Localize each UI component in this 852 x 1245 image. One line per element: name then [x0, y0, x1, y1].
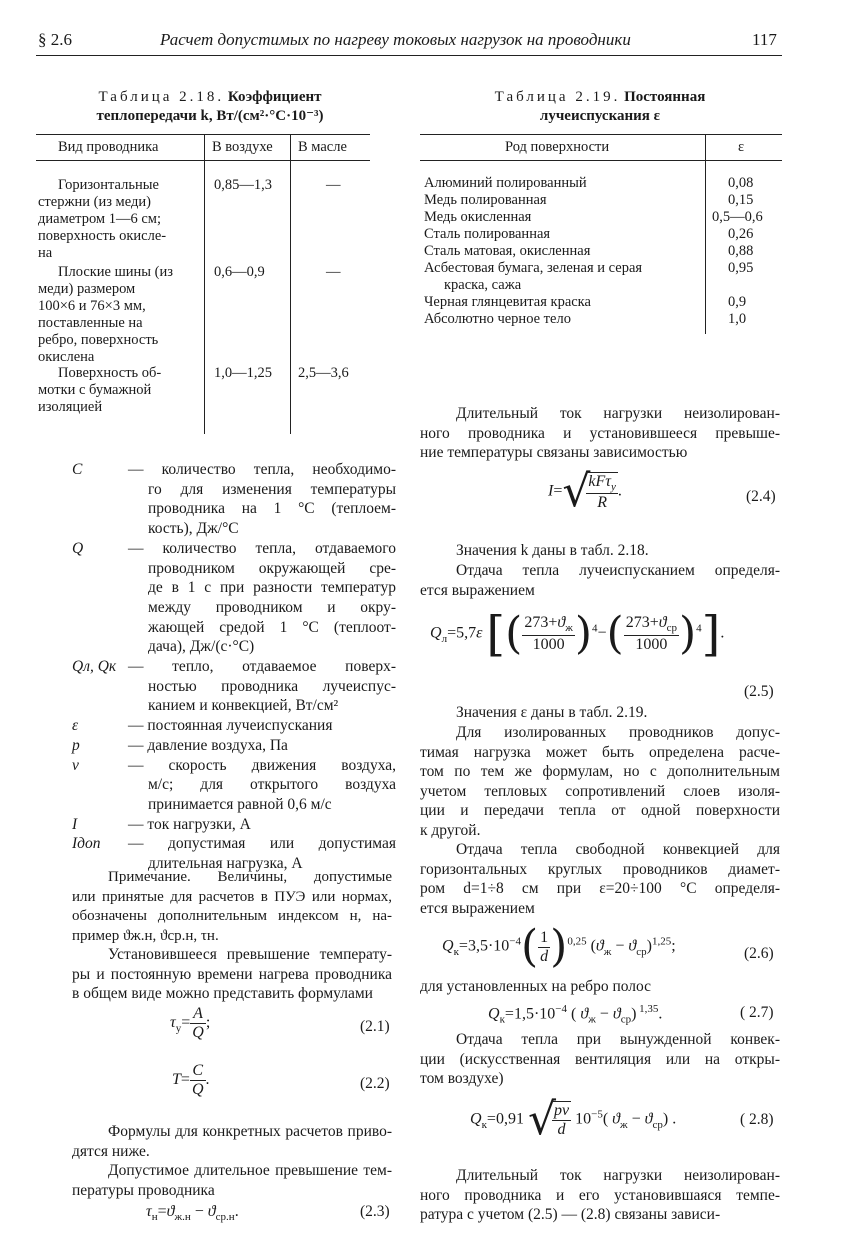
definition-text: кость), Дж/°С [148, 520, 239, 538]
paragraph-line: Отдача тепла при вынужденной конвек- [456, 1031, 780, 1048]
paragraph-line: Примечание. Величины, допустимые [108, 869, 392, 885]
table-2-18-caption [40, 88, 380, 126]
paragraph-line: ние температуры связаны зависимостью [420, 444, 688, 461]
definition-symbol: Qл, Qк [72, 658, 117, 675]
table-cell-text: Сталь полированная [424, 226, 551, 242]
definition-text: го для изменения температуры [148, 480, 396, 498]
paragraph-line: ется выражением [420, 899, 535, 917]
table-cell-text: 100×6 и 76×3 мм, [38, 298, 146, 314]
eq-number: (2.5) [744, 683, 774, 700]
paragraph-line: Для изолированных проводников допус- [456, 724, 780, 741]
formula-2-5: $Q_л=5,7\varepsilon$ [( $\frac{273+ϑ_ж}{1000}$ )$^4$−( $\frac{273+ϑ_{ср}}{1000}$ )$^4$]. [430, 606, 725, 662]
paragraph [420, 1030, 780, 1089]
definition-text: — тепло, отдаваемое поверх- [128, 658, 396, 675]
definition-text: длительная нагрузка, А [148, 855, 303, 872]
header-rule [36, 55, 782, 56]
paragraph-line: том по тем же формулам, но с дополнительным [420, 763, 780, 780]
caption-title: Коэффициент [227, 89, 322, 105]
table-cell-oil: — [326, 264, 341, 280]
definition-text: м/с; для открытого воздуха [148, 776, 396, 794]
table-top-rule [36, 134, 370, 135]
paragraph [420, 404, 780, 463]
paragraph-line: пературы проводника [72, 1181, 215, 1199]
eq-number: (2.1) [360, 1018, 390, 1035]
table-cell-text: Абсолютно черное тело [424, 311, 571, 327]
paragraph-line: ется выражением [420, 581, 535, 599]
paragraph [72, 945, 392, 1004]
paragraph-line: горизонтальных круглых проводников диамет- [420, 860, 780, 878]
table-cell-value: 0,15 [728, 192, 754, 208]
definition-text: дача), Дж/(с·°С) [148, 638, 255, 656]
paragraph-line: обозначены дополнительным индексом н, на- [72, 908, 392, 924]
paragraph-line: Установившееся превышение температу- [108, 946, 392, 963]
table-cell-value: 1,0 [728, 311, 747, 327]
formula-2-3: $\tau_н=ϑ_{ж.н} - ϑ_{ср.н}$. [146, 1203, 239, 1224]
formula-2-8: $Q_к=0,91$ √ $\frac{pv}{d}$ $10^{-5}$( $ϑ_ж - ϑ_{ср}$) . [470, 1094, 677, 1145]
caption-title: Постоянная [624, 89, 706, 105]
formula-2-7: $Q_к=1,5\cdot 10^{-4}$ ( $ϑ_ж - ϑ_{ср}$) $^{1,35}$. [488, 1003, 663, 1026]
table-cell-text: диаметром 1—6 см; [38, 211, 161, 227]
table-cell-text: стержни (из меди) [38, 194, 151, 210]
paragraph-line: ры и постоянную времени нагрева проводника [72, 965, 392, 983]
table-cell-air: 0,85—1,3 [214, 177, 272, 193]
paragraph-line: Длительный ток нагрузки неизолирован- [456, 405, 780, 422]
paragraph-line: Допустимое длительное превышение тем- [108, 1162, 392, 1179]
table-header-rule [420, 160, 782, 161]
definition-text: — допустимая или допустимая [128, 835, 396, 853]
paragraph [72, 1122, 392, 1161]
table-cell-text: Горизонтальные [58, 177, 159, 193]
eq-number: ( 2.7) [740, 1004, 774, 1021]
table-cell-oil: — [326, 177, 341, 193]
table-cell-text: изоляцией [38, 399, 103, 415]
formula-2-6: $Q_к=3,5\cdot 10^{-4}$( $\frac{1}{d}$ )$^{0,25}$ $(ϑ_ж - ϑ_{ср})^{1,25}$; [442, 921, 676, 972]
paragraph: для установленных на ребро полос [420, 978, 652, 995]
definition-text: канием и конвекцией, Вт/см² [148, 697, 339, 715]
table-col-divider [290, 134, 291, 434]
formula-2-1: $\tau_у=$ $\frac{A}{Q}$ ; [170, 1005, 211, 1041]
table-cell-text: Черная глянцевитая краска [424, 294, 591, 310]
definition-symbol: p [72, 736, 80, 754]
paragraph-line: или принятые для расчетов в ПУЭ или нормах, [72, 888, 392, 905]
definition-text: — давление воздуха, Па [128, 736, 288, 754]
definition-text: проводником окружающей сре- [148, 559, 396, 577]
paragraph-line: Отдача тепла лучеиспусканием определя- [456, 562, 780, 579]
paragraph-line: ции и передачи тепла от одной поверхности [420, 802, 780, 819]
eq-number: (2.4) [746, 488, 776, 505]
eq-number: ( 2.8) [740, 1111, 774, 1128]
table-cell-text: меди) размером [38, 281, 136, 297]
paragraph-line: ратура с учетом (2.5) — (2.8) связаны зависи- [420, 1206, 721, 1223]
col-header: В воздухе [212, 139, 273, 155]
table-cell-text: Поверхность об- [58, 365, 162, 381]
col-header: В масле [298, 139, 347, 155]
paragraph-line: учетом тепловых сопротивлений слоев изоля- [420, 782, 780, 800]
paragraph-line: тимая нагрузка может быть определена расче- [420, 743, 780, 761]
caption-title-2: теплопередачи k, Вт/(см²·°С·10⁻³) [96, 108, 324, 124]
table-2-19-caption [440, 88, 760, 126]
table-cell-value: 0,88 [728, 243, 754, 259]
definition-text: жающей средой 1 °С (теплоот- [148, 618, 396, 636]
table-col-divider [204, 134, 205, 434]
definition-symbol: I [72, 815, 78, 833]
definition-text: проводника на 1 °С (теплоем- [148, 500, 396, 518]
eq-number: (2.2) [360, 1075, 390, 1092]
definition-text: между проводником и окру- [148, 598, 396, 616]
paragraph-line: ции (искусственная вентиляция или на откры- [420, 1050, 780, 1068]
table-cell-air: 1,0—1,25 [214, 365, 272, 381]
table-cell-text: поверхность окисле- [38, 228, 167, 244]
formula-2-2: T= $\frac{C}{Q}$ . [172, 1062, 210, 1098]
paragraph-line: том воздухе) [420, 1070, 504, 1087]
table-cell-text: на [38, 245, 53, 261]
table-cell-value: 0,26 [728, 226, 754, 242]
table-cell-text: Сталь матовая, окисленная [424, 243, 591, 259]
eq-number: (2.6) [744, 945, 774, 962]
definition-text: — количество тепла, отдаваемого [128, 539, 396, 557]
table-cell-value: 0,08 [728, 175, 754, 191]
paragraph [420, 723, 780, 840]
definition-text: — количество тепла, необходимо- [128, 461, 396, 478]
definition-symbol: Q [72, 539, 84, 557]
definition-text: ностью проводника лучеиспус- [148, 677, 396, 695]
paragraph: Значения ε даны в табл. 2.19. [456, 704, 648, 721]
paragraph [72, 1161, 392, 1200]
caption-label: Таблица 2.18. [98, 89, 225, 105]
table-cell-text: ребро, поверхность [38, 332, 159, 348]
paragraph-line: дятся ниже. [72, 1142, 150, 1160]
caption-label: Таблица 2.19. [494, 89, 621, 105]
paragraph-line: к другой. [420, 821, 481, 839]
table-cell-text: Алюминий полированный [424, 175, 587, 191]
table-cell-text: Медь окисленная [424, 209, 532, 225]
paragraph-line: Формулы для конкретных расчетов приво- [108, 1123, 392, 1140]
definition-text: — скорость движения воздуха, [128, 756, 396, 774]
definition-symbol: Iдоп [72, 835, 101, 853]
table-cell-text: Асбестовая бумага, зеленая и серая [424, 260, 643, 276]
caption-title-2: лучеиспускания ε [539, 108, 661, 124]
paragraph-line: в общем виде можно представить формулами [72, 985, 373, 1002]
eq-number: (2.3) [360, 1203, 390, 1220]
paragraph: Значения k даны в табл. 2.18. [456, 542, 649, 559]
col-header: Вид проводника [58, 139, 159, 155]
paragraph-line: пример ϑж.н, ϑср.н, τн. [72, 927, 219, 944]
definition-symbol: C [72, 461, 83, 478]
paragraph-line: ного проводника и установившееся превыше- [420, 424, 780, 442]
table-cell-text: поставленные на [38, 315, 143, 331]
table-cell-oil: 2,5—3,6 [298, 365, 349, 381]
paragraph [420, 561, 780, 600]
page-number: 117 [752, 30, 777, 49]
section-number: § 2.6 [38, 30, 72, 49]
definition-text: принимается равной 0,6 м/с [148, 795, 332, 813]
table-cell-text: Плоские шины (из [58, 264, 173, 280]
paragraph [420, 1166, 780, 1225]
table-cell-text: мотки с бумажной [38, 382, 152, 398]
col-header: ε [738, 139, 745, 155]
table-cell-text: Медь полированная [424, 192, 547, 208]
table-col-divider [705, 134, 706, 334]
running-title: Расчет допустимых по нагреву токовых нагрузок на проводники [160, 30, 631, 49]
paragraph-line: ром d=1÷8 см при ε=20÷100 °С определя- [420, 880, 780, 897]
paragraph-line: ного проводника и его установившаяся темпе- [420, 1186, 780, 1204]
paragraph [420, 840, 780, 918]
col-header: Род поверхности [505, 139, 610, 155]
definition-text: де в 1 с при разности температур [148, 579, 396, 597]
table-header-rule [36, 160, 370, 161]
definition-text: — ток нагрузки, А [128, 815, 251, 833]
table-cell-value: 0,95 [728, 260, 754, 276]
table-top-rule [420, 134, 782, 135]
table-cell-value: 0,9 [728, 294, 747, 310]
note-paragraph [72, 868, 392, 946]
table-cell-text: краска, сажа [444, 277, 522, 293]
paragraph-line: Отдача тепла свободной конвекцией для [456, 841, 780, 858]
definition-symbol: v [72, 756, 79, 774]
definition-text: — постоянная лучеиспускания [128, 717, 333, 735]
paragraph-line: Длительный ток нагрузки неизолирован- [456, 1167, 780, 1184]
formula-2-4: I=√ $\frac{kF\tau_у}{R}$ . [548, 466, 622, 517]
table-cell-value: 0,5—0,6 [712, 209, 763, 225]
definition-symbol: ε [72, 717, 79, 735]
table-cell-air: 0,6—0,9 [214, 264, 265, 280]
table-cell-text: окислена [38, 349, 95, 365]
